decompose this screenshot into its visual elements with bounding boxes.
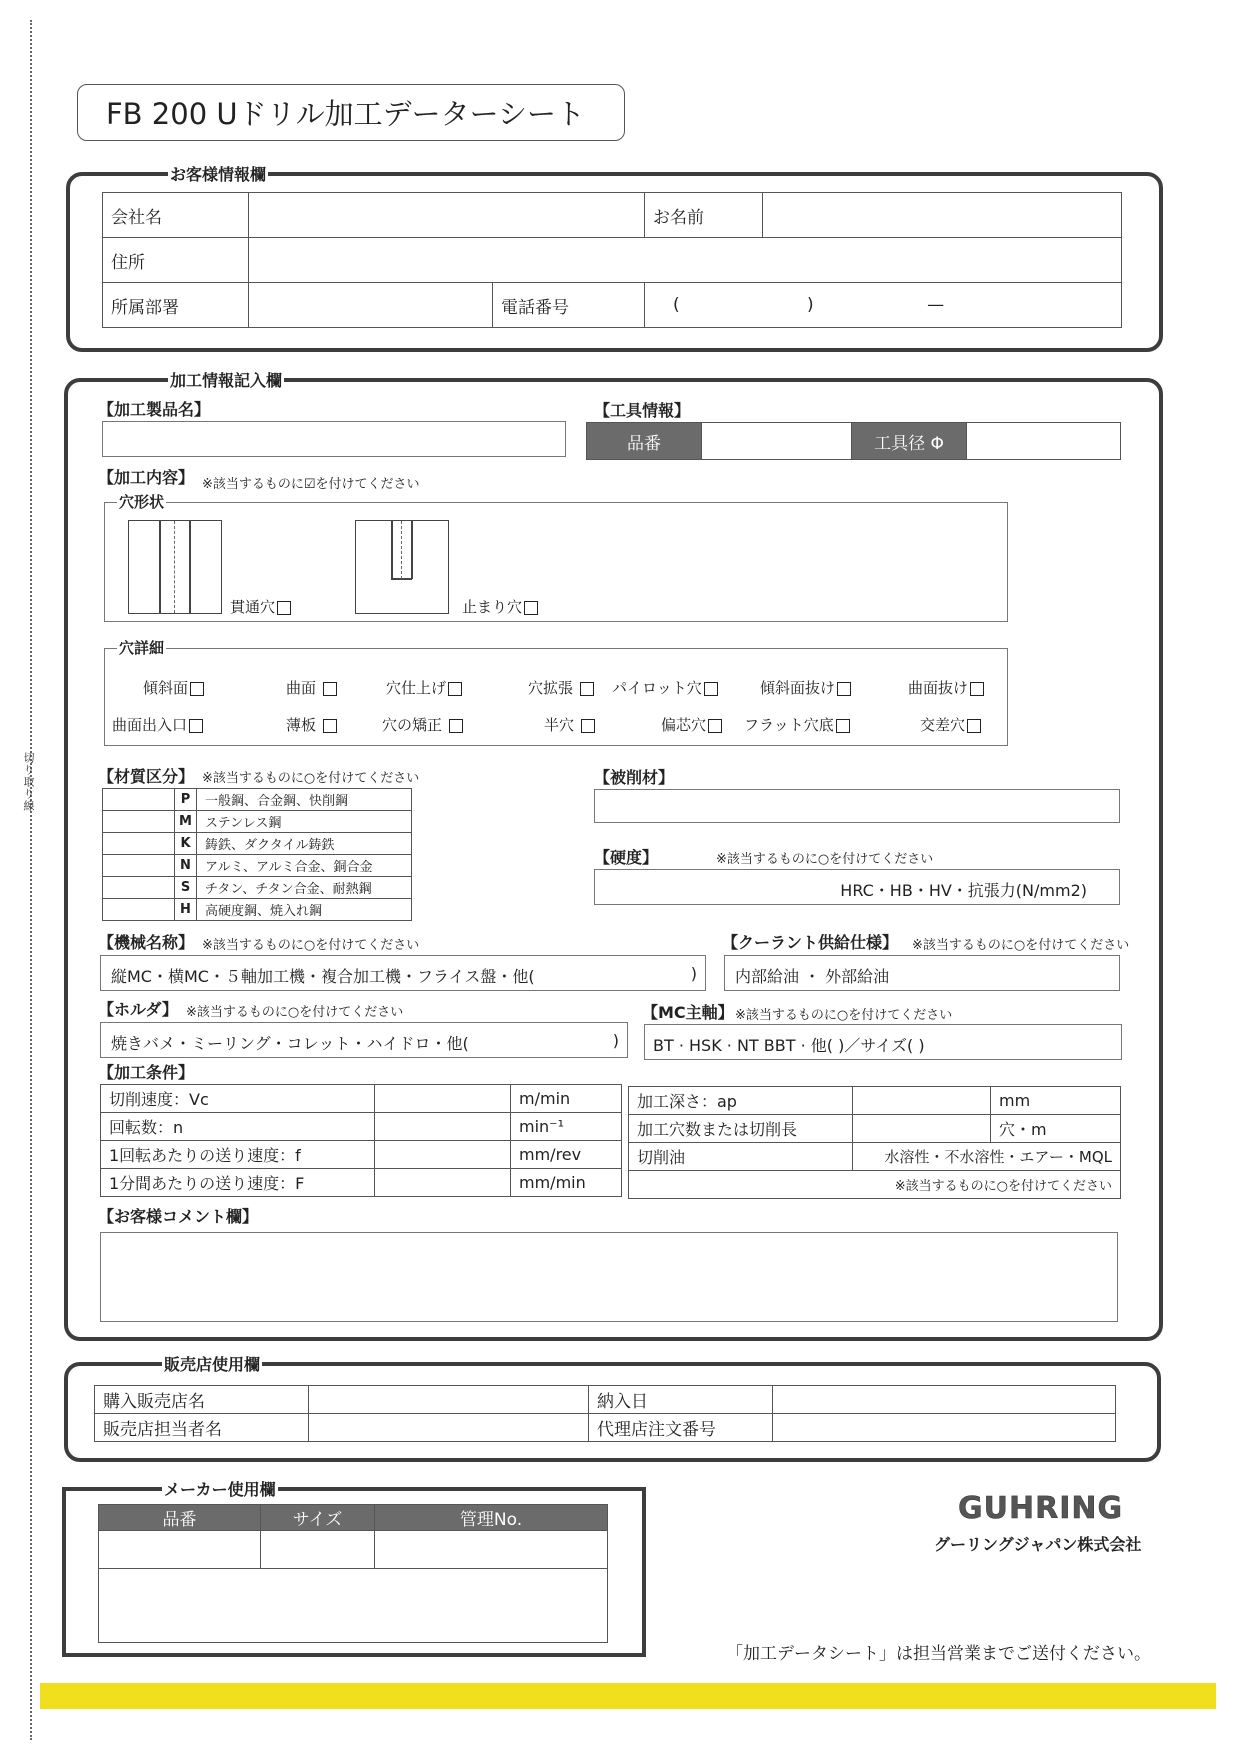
through-hole-checkbox[interactable] [277, 601, 291, 615]
maker-col-mgmt: 管理No. [375, 1505, 608, 1531]
condition-unit: mm/rev [511, 1141, 622, 1169]
maker-label: メーカー使用欄 [162, 1477, 278, 1500]
coolant-options: 内部給油 ・ 外部給油 [735, 967, 890, 986]
phone-close-paren: ) [807, 295, 814, 315]
hole-detail-text: 交差穴 [920, 716, 966, 734]
checkbox[interactable] [448, 682, 462, 696]
comment-label: 【お客様コメント欄】 [98, 1207, 259, 1226]
checkbox[interactable] [836, 719, 850, 733]
material-code: S [175, 877, 197, 899]
checkbox[interactable] [190, 682, 204, 696]
maker-table [98, 1504, 608, 1643]
dealer-shop-field[interactable] [309, 1386, 589, 1414]
condition-label: 1分間あたりの送り速度：F [101, 1169, 375, 1197]
hardness-label: 【硬度】 [594, 848, 659, 867]
company-name: グーリングジャパン株式会社 [934, 1535, 1142, 1554]
material-circle-cell[interactable] [103, 811, 175, 833]
coolant-field[interactable] [724, 955, 1120, 991]
material-circle-cell[interactable] [103, 855, 175, 877]
company-label: 会社名 [103, 193, 249, 238]
material-desc: 高硬度鋼、焼入れ鋼 [197, 899, 412, 921]
conditions-left-table [100, 1084, 622, 1197]
blind-hole-diagram [355, 520, 449, 614]
checkbox[interactable] [704, 682, 718, 696]
checkbox[interactable] [189, 719, 203, 733]
material-code: P [175, 789, 197, 811]
cut-line [30, 20, 32, 1740]
material-desc: アルミ、アルミ合金、銅合金 [197, 855, 412, 877]
condition-unit: min⁻¹ [511, 1113, 622, 1141]
condition-value-field[interactable] [853, 1115, 991, 1143]
condition-unit: m/min [511, 1085, 622, 1113]
spindle-options: BT · HSK · NT BBT · 他( )／サイズ( ) [653, 1036, 925, 1055]
product-name-label: 【加工製品名】 [98, 400, 211, 419]
order-no-label: 代理店注文番号 [589, 1414, 773, 1442]
workpiece-field[interactable] [594, 789, 1120, 823]
phone-open-paren: ( [673, 295, 680, 315]
hole-detail-text: 穴仕上げ [386, 679, 447, 697]
coolant-note: ※該当するものに○を付けてください [912, 938, 1130, 953]
order-no-field[interactable] [773, 1414, 1116, 1442]
maker-part-field[interactable] [99, 1531, 261, 1569]
material-desc: チタン、チタン合金、耐熱鋼 [197, 877, 412, 899]
checkbox[interactable] [449, 719, 463, 733]
material-circle-cell[interactable] [103, 833, 175, 855]
hole-detail-text: 曲面抜け [908, 679, 969, 697]
maker-size-field[interactable] [261, 1531, 375, 1569]
checkbox[interactable] [970, 682, 984, 696]
department-field[interactable] [249, 283, 493, 328]
comment-field[interactable] [100, 1232, 1118, 1322]
product-name-field[interactable] [102, 421, 566, 457]
condition-label: 加工穴数または切削長 [629, 1115, 853, 1143]
maker-mgmt-field[interactable] [375, 1531, 608, 1569]
conditions-right-table [628, 1086, 1121, 1199]
hole-detail-text: 傾斜面抜け [760, 679, 836, 697]
hole-detail-curved[interactable] [286, 677, 337, 698]
hole-detail-half[interactable] [544, 714, 595, 735]
checkbox[interactable] [837, 682, 851, 696]
material-circle-cell[interactable] [103, 877, 175, 899]
blind-hole-option[interactable] [462, 596, 538, 617]
hole-detail-inclined[interactable] [143, 677, 204, 698]
hole-detail-label: 穴詳細 [119, 639, 165, 657]
holder-field[interactable] [100, 1022, 628, 1058]
dealer-shop-label: 購入販売店名 [95, 1386, 309, 1414]
hardness-options: HRC・HB・HV・抗張力(N/mm2) [840, 881, 1087, 900]
spindle-field[interactable] [644, 1024, 1122, 1060]
hardness-note: ※該当するものに○を付けてください [716, 852, 934, 867]
hole-detail-text: 穴の矯正 [382, 716, 443, 734]
page-title: FB 200 Uドリル加工データーシート [77, 84, 625, 141]
checkbox[interactable] [708, 719, 722, 733]
checkbox[interactable] [581, 719, 595, 733]
tool-part-no-header: 品番 [587, 423, 702, 460]
hole-detail-eccentric[interactable] [661, 714, 722, 735]
material-table [102, 788, 412, 921]
hole-shape-label: 穴形状 [119, 493, 165, 511]
department-label: 所属部署 [103, 283, 249, 328]
material-circle-cell[interactable] [103, 789, 175, 811]
phone-label: 電話番号 [493, 283, 645, 328]
condition-label: 回転数：n [101, 1113, 375, 1141]
machine-close: ) [690, 964, 697, 983]
hole-detail-text: 薄板 [286, 716, 317, 734]
name-label: お名前 [645, 193, 763, 238]
machine-options: 縦MC・横MC・５軸加工機・複合加工機・フライス盤・他( [111, 967, 535, 986]
hole-detail-text: パイロット穴 [612, 679, 702, 697]
condition-label: 切削速度：Vc [101, 1085, 375, 1113]
through-hole-option[interactable] [230, 596, 291, 617]
cutting-oil-note: ※該当するものに○を付けてください [629, 1171, 1121, 1199]
tool-part-no-field[interactable] [702, 423, 852, 460]
checkbox[interactable] [967, 719, 981, 733]
condition-label: 加工深さ：ap [629, 1087, 853, 1115]
content-label: 【加工内容】 [98, 468, 195, 487]
delivery-date-label: 納入日 [589, 1386, 773, 1414]
tool-info-table [586, 422, 1121, 460]
holder-label: 【ホルダ】 [98, 1000, 178, 1019]
condition-unit: mm/min [511, 1169, 622, 1197]
cutting-oil-label: 切削油 [629, 1143, 853, 1171]
condition-value-field[interactable] [375, 1141, 511, 1169]
checkbox[interactable] [323, 719, 337, 733]
material-desc: 鋳鉄、ダクタイル鋳鉄 [197, 833, 412, 855]
coolant-label: 【クーラント供給仕様】 [722, 933, 899, 952]
maker-col-size: サイズ [261, 1505, 375, 1531]
material-desc: ステンレス鋼 [197, 811, 412, 833]
hole-detail-finish[interactable] [386, 677, 462, 698]
address-label: 住所 [103, 238, 249, 283]
condition-value-field[interactable] [375, 1113, 511, 1141]
checkbox[interactable] [580, 682, 594, 696]
material-code: M [175, 811, 197, 833]
condition-value-field[interactable] [375, 1085, 511, 1113]
hole-detail-expand[interactable] [528, 677, 594, 698]
machine-field[interactable] [100, 955, 706, 991]
material-code: K [175, 833, 197, 855]
material-code: N [175, 855, 197, 877]
hole-detail-correction[interactable] [382, 714, 463, 735]
cut-line-label: 切り取り線 [22, 752, 35, 812]
delivery-date-field[interactable] [773, 1386, 1116, 1414]
condition-label: 1回転あたりの送り速度：f [101, 1141, 375, 1169]
checkbox[interactable] [323, 682, 337, 696]
maker-col-part: 品番 [99, 1505, 261, 1531]
machine-label: 【機械名称】 [98, 933, 195, 952]
maker-notes-field[interactable] [99, 1569, 608, 1643]
condition-value-field[interactable] [375, 1169, 511, 1197]
phone-dash: — [927, 295, 945, 315]
blind-hole-text: 止まり穴 [462, 598, 523, 616]
dealer-staff-field[interactable] [309, 1414, 589, 1442]
hole-detail-text: フラット穴底 [744, 716, 834, 734]
holder-close: ) [612, 1031, 619, 1050]
cutting-oil-options[interactable]: 水溶性・不水溶性・エアー・MQL [853, 1143, 1121, 1171]
condition-unit: 穴・m [991, 1115, 1121, 1143]
hole-detail-inclined-exit[interactable] [760, 677, 851, 698]
tool-diameter-field[interactable] [967, 423, 1121, 460]
hole-detail-text: 半穴 [544, 716, 575, 734]
footer-note: 「加工データシート」は担当営業までご送付ください。 [726, 1644, 1151, 1664]
hole-detail-cross[interactable] [920, 714, 981, 735]
address-field[interactable] [249, 238, 1122, 283]
hole-detail-curved-entry[interactable] [112, 714, 203, 735]
dealer-label: 販売店使用欄 [162, 1352, 262, 1375]
name-field[interactable] [763, 193, 1122, 238]
holder-note: ※該当するものに○を付けてください [186, 1005, 404, 1020]
phone-field[interactable] [645, 283, 1122, 328]
customer-info-table [102, 192, 1122, 283]
hardness-field[interactable] [594, 869, 1120, 905]
customer-info-label: お客様情報欄 [168, 162, 268, 185]
hole-detail-text: 偏芯穴 [661, 716, 707, 734]
hole-detail-curved-exit[interactable] [908, 677, 984, 698]
hole-detail-pilot[interactable] [612, 677, 718, 698]
material-circle-cell[interactable] [103, 899, 175, 921]
holder-options: 焼きバメ・ミーリング・コレット・ハイドロ・他( [111, 1034, 469, 1053]
spindle-note: ※該当するものに○を付けてください [735, 1008, 953, 1023]
material-desc: 一般鋼、合金鋼、快削鋼 [197, 789, 412, 811]
hole-detail-text: 曲面出入口 [112, 716, 188, 734]
through-hole-text: 貫通穴 [230, 598, 276, 616]
spindle-label: 【MC主軸】 [642, 1003, 734, 1022]
hole-detail-flat-bottom[interactable] [744, 714, 850, 735]
hole-detail-text: 曲面 [286, 679, 317, 697]
material-label: 【材質区分】 [98, 767, 195, 786]
company-field[interactable] [249, 193, 645, 238]
workpiece-label: 【被削材】 [594, 768, 675, 787]
material-note: ※該当するものに○を付けてください [202, 771, 420, 786]
conditions-label: 【加工条件】 [98, 1063, 195, 1082]
dealer-table [94, 1385, 1116, 1442]
dealer-staff-label: 販売店担当者名 [95, 1414, 309, 1442]
processing-info-label: 加工情報記入欄 [168, 368, 284, 391]
condition-value-field[interactable] [853, 1087, 991, 1115]
customer-info-table-2 [102, 282, 1122, 328]
material-code: H [175, 899, 197, 921]
hole-detail-thin-plate[interactable] [286, 714, 337, 735]
tool-info-label: 【工具情報】 [594, 401, 691, 420]
hole-detail-text: 傾斜面 [143, 679, 189, 697]
blind-hole-checkbox[interactable] [524, 601, 538, 615]
condition-unit: mm [991, 1087, 1121, 1115]
accent-bar [40, 1683, 1216, 1709]
hole-detail-text: 穴拡張 [528, 679, 574, 697]
guhring-logo: GUHRING [958, 1491, 1124, 1526]
tool-diameter-header: 工具径 Φ [852, 423, 967, 460]
machine-note: ※該当するものに○を付けてください [202, 938, 420, 953]
through-hole-diagram [128, 520, 222, 614]
content-note: ※該当するものに☑を付けてください [202, 477, 420, 492]
